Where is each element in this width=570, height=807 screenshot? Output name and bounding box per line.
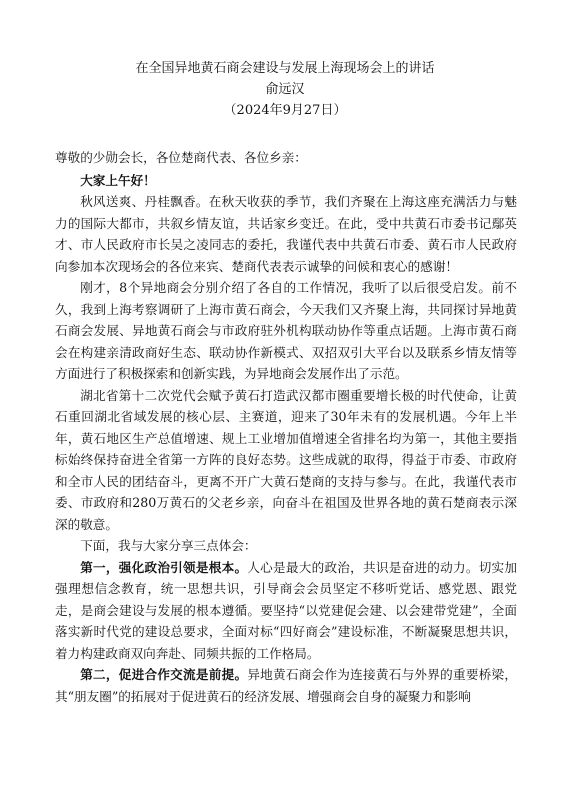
paragraph-three-points-intro: 下面，我与大家分享三点体会：	[80, 538, 257, 553]
speech-title: 在全国异地黄石商会建设与发展上海现场会上的讲话	[135, 61, 435, 76]
point-cooperation-exchange	[55, 664, 517, 707]
speech-body	[55, 147, 517, 707]
speech-date: （2024年9月27日）	[223, 103, 347, 118]
point-heading: 第二，促进合作交流是前提。	[80, 667, 248, 682]
salutation: 尊敬的少勋会长，各位楚商代表、各位乡亲：	[55, 150, 307, 165]
paragraph-opening: 秋风送爽、丹桂飘香。在秋天收获的季节，我们齐聚在上海这座充满活力与魅力的国际大都市，共叙乡情友谊，共话家乡变迁。在此，受中共黄石市委书记鄢英才、市人民政府市长吴之凌同志的委托，我谨代表中共黄石市委、黄石市人民政府向参加本次现场会的各位来宾、楚商代表表示诚挚的问候和衷心的感谢！	[55, 194, 517, 274]
speaker-name: 俞远汉	[265, 82, 305, 97]
paragraph-shanghai-chamber: 刚才，8个异地商会分别介绍了各自的工作情况，我听了以后很受启发。前不久，我到上海考察调研了上海市黄石商会，今天我们又齐聚上海，共同探讨异地黄石商会发展、异地黄石商会与市政府驻外机构联动协作等重点话题。上海市黄石商会在构建亲清政商好生态、联动协作新模式、双招双引大平台以及联系乡情友情等方面进行了积极探索和创新实践，为异地商会发展作出了示范。	[55, 280, 517, 381]
point-text: 人心是最大的政治，共识是奋进的动力。切实加强理想信念教育，统一思想共识，引导商会会员坚定不移听党话、感党恩、跟党走，是商会建设与发展的根本遵循。要坚持“以党建促会建、以会建带党建”，全面落实新时代党的建设总要求，全面对标“四好商会”建设标准，不断凝聚思想共识，着力构建政商双向奔赴、同频共振的工作格局。	[55, 559, 518, 661]
point-text: 异地黄石商会作为连接黄石与外界的重要桥梁，其“朋友圈”的拓展对于促进黄石的经济发展、增强商会自身的凝聚力和影响	[55, 667, 518, 704]
point-political-leadership	[55, 557, 517, 665]
point-heading: 第一，强化政治引领是根本。	[80, 559, 248, 575]
greeting: 大家上午好！	[80, 172, 156, 188]
paragraph-huangshi-development: 湖北省第十二次党代会赋予黄石打造武汉都市圈重要增长极的时代使命，让黄石重回湖北省域发展的核心层、主赛道，迎来了30年未有的发展机遇。今年上半年，黄石地区生产总值增速、规上工业增加值增速全省排名均为第一，其他主要指标始终保持奋进全省第一方阵的良好态势。这些成就的取得，得益于市委、市政府和全市人民的团结奋斗，更离不开广大黄石楚商的支持与参与。在此，我谨代表市委、市政府和280万黄石的父老乡亲，向奋斗在祖国及世界各地的黄石楚商表示深深的敬意。	[55, 387, 517, 532]
